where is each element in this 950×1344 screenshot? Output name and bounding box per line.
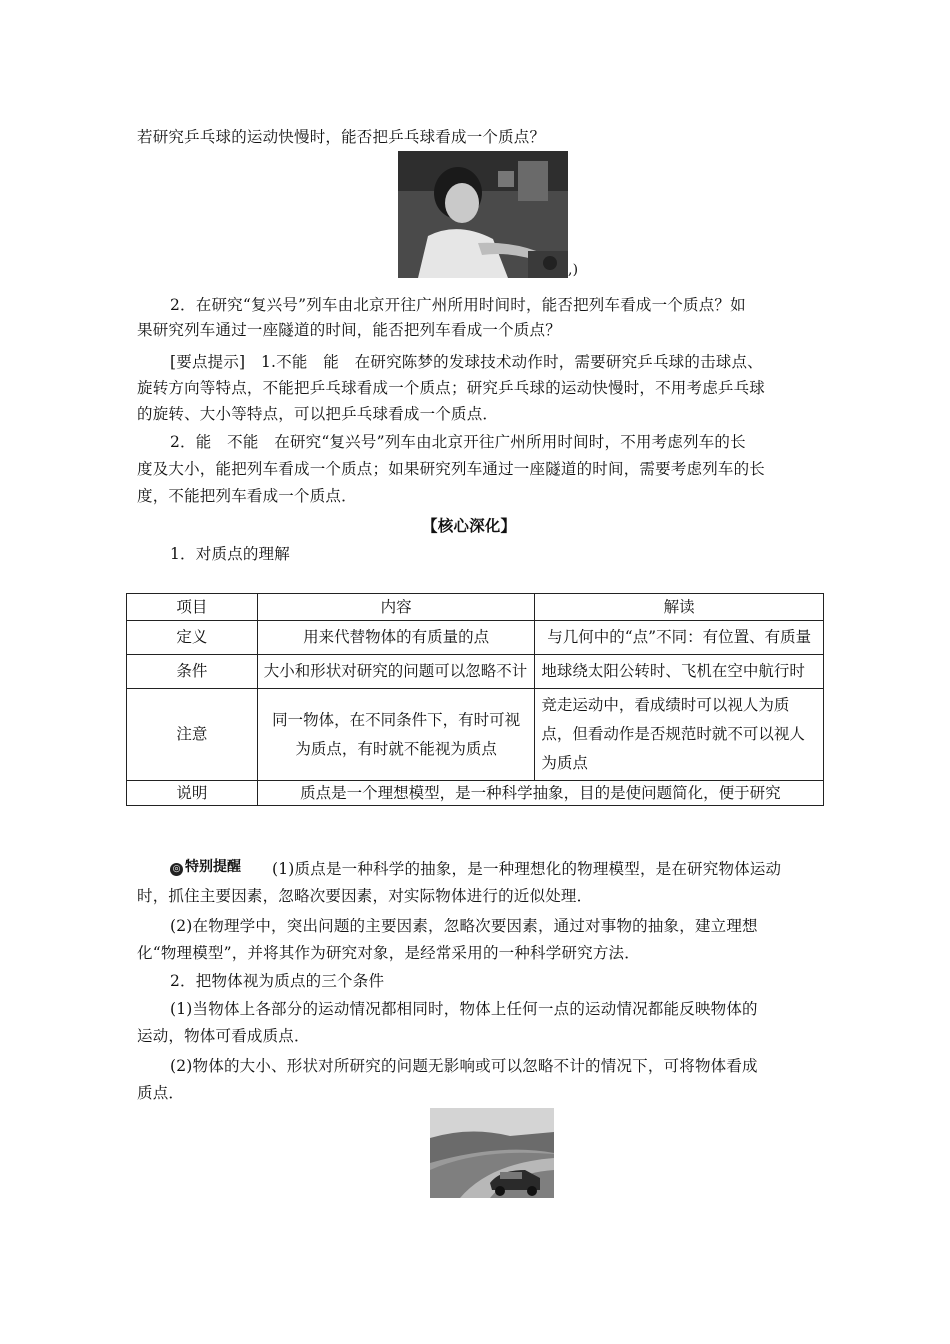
question-2-line-1: 2．在研究“复兴号”列车由北京开往广州所用时间时，能否把列车看成一个质点？如 (170, 296, 746, 314)
row-reading: 与几何中的“点”不同：有位置、有质量 (535, 621, 824, 655)
row-item: 条件 (127, 655, 258, 689)
tips2-line-1: 2．能 不能 在研究“复兴号”列车由北京开往广州所用时间时，不用考虑列车的长 (170, 433, 746, 451)
table-row (127, 689, 824, 781)
tips2-line-2: 度及大小，能把列车看成一个质点；如果研究列车通过一座隧道的时间，需要考虑列车的长 (137, 460, 766, 478)
special-line-2: 时，抓住主要因素，忽略次要因素，对实际物体进行的近似处理． (137, 887, 593, 905)
condition-1-line-1: (1)当物体上各部分的运动情况都相同时，物体上任何一点的运动情况都能反映物体的 (170, 1000, 758, 1018)
particle-table (126, 593, 824, 806)
header-item: 项目 (127, 594, 258, 621)
tips2-line-3: 度，不能把列车看成一个质点． (137, 487, 357, 505)
question-2-line-2: 果研究列车通过一座隧道的时间，能否把列车看成一个质点？ (137, 321, 561, 339)
condition-2-line-1: (2)物体的大小、形状对所研究的问题无影响或可以忽略不计的情况下，可将物体看成 (170, 1057, 758, 1075)
special2-line-2: 化“物理模型”，并将其作为研究对象，是经常采用的一种科学研究方法． (137, 944, 640, 962)
row-content: 同一物体，在不同条件下，有时可视为质点，有时就不能视为质点 (257, 689, 535, 781)
special2-line-1: (2)在物理学中，突出问题的主要因素，忽略次要因素，通过对事物的抽象，建立理想 (170, 917, 758, 935)
table-header-row (127, 594, 824, 621)
row-content: 用来代替物体的有质量的点 (257, 621, 535, 655)
table-row (127, 621, 824, 655)
tips-line-1: [要点提示] 1.不能 能 在研究陈梦的发球技术动作时，需要研究乒乓球的击球点、 (170, 353, 763, 371)
row-item: 说明 (127, 781, 258, 806)
row-content: 大小和形状对研究的问题可以忽略不计 (257, 655, 535, 689)
tips-line-2: 旋转方向等特点，不能把乒乓球看成一个质点；研究乒乓球的运动快慢时，不用考虑乒乓球 (137, 379, 766, 397)
caption-paren: ,) (568, 262, 579, 278)
row-note-content: 质点是一个理想模型，是一种科学抽象，目的是使问题简化，便于研究 (257, 781, 823, 806)
tips-line-3: 的旋转、大小等特点，可以把乒乓球看成一个质点． (137, 405, 499, 423)
table-row (127, 655, 824, 689)
header-reading: 解读 (535, 594, 824, 621)
car-photo (430, 1108, 554, 1198)
header-content: 内容 (257, 594, 535, 621)
row-item: 定义 (127, 621, 258, 655)
subheading-2: 2．把物体视为质点的三个条件 (170, 972, 385, 990)
condition-2-line-2: 质点． (137, 1084, 185, 1102)
section-title: 【核心深化】 (422, 516, 517, 535)
table-row (127, 781, 824, 806)
special-reminder-label: ◎ 特别提醒 (170, 856, 241, 876)
special-line-1: (1)质点是一种科学的抽象，是一种理想化的物理模型，是在研究物体运动 (272, 860, 782, 878)
row-reading: 竞走运动中，看成绩时可以视人为质点，但看动作是否规范时就不可以视人为质点 (535, 689, 824, 781)
row-reading: 地球绕太阳公转时、飞机在空中航行时 (535, 655, 824, 689)
subheading-1: 1．对质点的理解 (170, 545, 290, 563)
table-tennis-photo (398, 151, 568, 278)
condition-1-line-2: 运动，物体可看成质点． (137, 1027, 310, 1045)
row-item: 注意 (127, 689, 258, 781)
reminder-icon: ◎ (170, 863, 183, 876)
question-1-tail: 若研究乒乓球的运动快慢时，能否把乒乓球看成一个质点？ (137, 128, 546, 146)
